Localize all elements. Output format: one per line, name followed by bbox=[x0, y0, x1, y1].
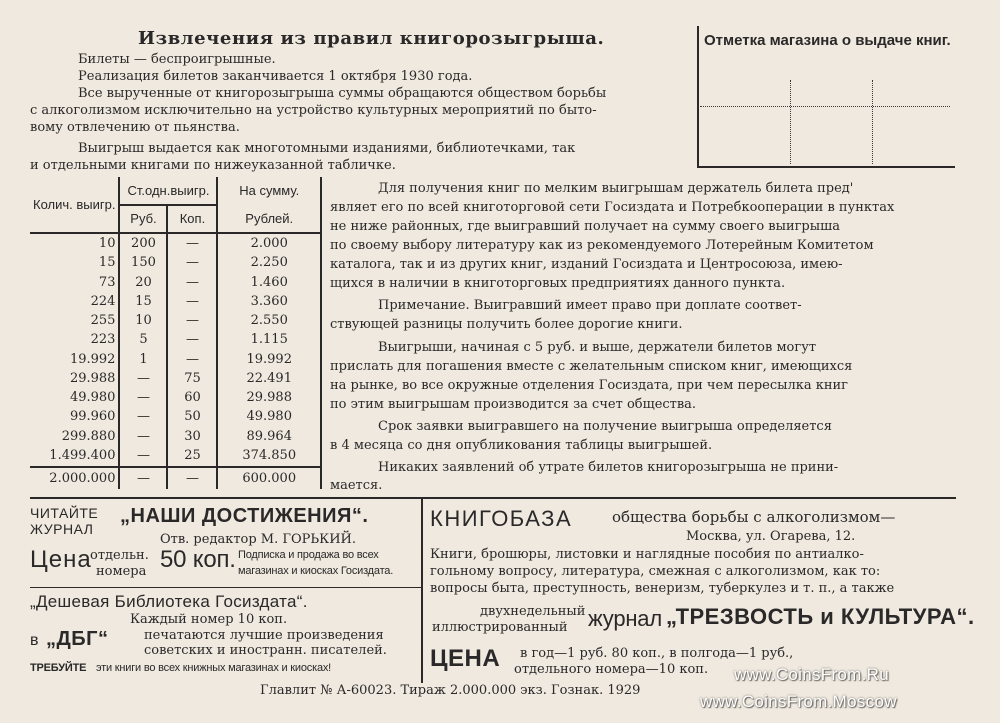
ad-journal-price: 50 коп. bbox=[160, 546, 236, 573]
cell-count: 255 bbox=[90, 313, 116, 329]
ad-temperance-name: „ТРЕЗВОСТЬ и КУЛЬТУРА“. bbox=[666, 604, 975, 629]
header-per-prize: Ст.одн.выигр. bbox=[119, 177, 217, 205]
table-row bbox=[30, 369, 320, 388]
header-rubles: Рублей. bbox=[217, 205, 320, 233]
instructions-line: ствующей разницы получить более дорогие книги. bbox=[330, 317, 683, 332]
instructions-line: Для получения книг по мелким выигрышам держатель билета пред' bbox=[378, 181, 854, 196]
ad-journal-label: ЖУРНАЛ bbox=[30, 521, 94, 537]
ad-knigobaza-price-word: ЦЕНА bbox=[430, 645, 501, 672]
cell-total: 2.000 bbox=[217, 233, 320, 254]
rules-line: вому отвлечению от пьянства. bbox=[30, 120, 240, 135]
instructions-line: Срок заявки выигравшего на получение выигрыша определяется bbox=[378, 419, 832, 434]
instructions-line: прислать для погашения вместе с желательным списком книг, имеющихся bbox=[330, 359, 853, 374]
cell-total: 19.992 bbox=[217, 350, 320, 369]
cell-count: 73 bbox=[98, 274, 116, 290]
rules-title: Извлечения из правил книгорозыгрыша. bbox=[138, 28, 605, 49]
section-divider bbox=[30, 587, 421, 588]
cell-kop: — bbox=[167, 350, 217, 369]
header-rub: Руб. bbox=[119, 205, 167, 233]
ad-library-demand: ТРЕБУЙТЕ bbox=[30, 662, 87, 674]
ad-knigobaza-address: Москва, ул. Огарева, 12. bbox=[686, 529, 856, 544]
ad-knigobaza-line: вопросы быта, преступность, венеризм, туберкулез и т. п., а также bbox=[430, 581, 895, 596]
cell-kop: 30 bbox=[167, 427, 217, 446]
cell-rub: 1 bbox=[119, 350, 167, 369]
cell-total: 29.988 bbox=[217, 389, 320, 408]
instructions-line: по этим выигрышам производится за счет общества. bbox=[330, 397, 697, 412]
instructions-line: по своему выбору литературу как из рекомендуемого Лотерейным Комитетом bbox=[330, 238, 874, 253]
ad-knigobaza-name: КНИГОБАЗА bbox=[430, 506, 573, 531]
table-row bbox=[30, 311, 320, 330]
cell-rub: — bbox=[119, 408, 167, 427]
cell-rub: 150 bbox=[119, 254, 167, 273]
instructions-line: являет его по всей книготорговой сети Госиздата и Потребкооперации в пунктах bbox=[330, 200, 895, 215]
cell-kop: — bbox=[167, 331, 217, 350]
ad-library-printed: советских и иностранн. писателей. bbox=[144, 643, 387, 658]
rules-line: Все вырученные от книгорозыгрыша суммы обращаются обществом борьбы bbox=[78, 86, 607, 101]
rules-line: Выигрыш выдается как многотомными изданиями, библиотечками, так bbox=[78, 141, 576, 156]
cell-rub: — bbox=[119, 427, 167, 446]
ad-knigobaza-biweekly: двухнедельный bbox=[480, 604, 586, 619]
ad-library-title: „Дешевая Библиотека Госиздата“. bbox=[30, 592, 308, 611]
prize-table bbox=[30, 177, 320, 489]
table-row bbox=[30, 292, 320, 311]
cell-total: 22.491 bbox=[217, 369, 320, 388]
ad-knigobaza-price: отдельного номера—10 коп. bbox=[514, 662, 709, 677]
instructions-line: мается. bbox=[330, 478, 383, 493]
cell-total: 89.964 bbox=[217, 427, 320, 446]
table-row bbox=[30, 273, 320, 292]
ad-journal-editor: Отв. редактор М. ГОРЬКИЙ. bbox=[160, 532, 357, 547]
ad-knigobaza-line: гольному вопросу, литература, смежная с алкоголизмом, как то: bbox=[430, 564, 881, 579]
cell-count: 299.880 bbox=[61, 428, 116, 444]
footer-imprint: Главлит № А-60023. Тираж 2.000.000 экз. Гознак. 1929 bbox=[260, 683, 641, 698]
header-count: Колич. выигр. bbox=[33, 196, 116, 212]
cell-total: 3.360 bbox=[217, 292, 320, 311]
cell-total: 1.115 bbox=[217, 331, 320, 350]
dotted-line bbox=[872, 80, 873, 164]
rules-line: с алкоголизмом исключительно на устройство культурных мероприятий по быто- bbox=[30, 103, 597, 118]
header-kop: Коп. bbox=[167, 205, 217, 233]
ad-knigobaza-society: общества борьбы с алкоголизмом— bbox=[612, 508, 896, 526]
instructions-line: щихся в наличии в книготорговых предприятиях данного пункта. bbox=[330, 276, 786, 291]
table-row bbox=[30, 331, 320, 350]
cell-total: 2.250 bbox=[217, 254, 320, 273]
ad-sale-info: магазинах и киосках Госиздата. bbox=[238, 565, 394, 577]
instructions-line: Примечание. Выигравший имеет право при доплате соответ- bbox=[378, 298, 802, 313]
instructions-line: в 4 месяца со дня опубликования таблицы выигрышей. bbox=[330, 438, 713, 453]
cell-total: 1.460 bbox=[217, 273, 320, 292]
cell-kop: 50 bbox=[167, 408, 217, 427]
header-total: На сумму. bbox=[217, 177, 320, 205]
ad-knigobaza-biweekly: иллюстрированный bbox=[432, 620, 568, 635]
cell-rub: 200 bbox=[119, 233, 167, 254]
table-row bbox=[30, 233, 320, 254]
instructions-line: каталога, так и из других книг, изданий Госиздата и Центросоюза, имею- bbox=[330, 257, 843, 272]
watermark: www.CoinsFrom.Moscow bbox=[700, 692, 897, 711]
cell-rub: 15 bbox=[119, 292, 167, 311]
cell-kop: 75 bbox=[167, 369, 217, 388]
cell-kop: — bbox=[167, 467, 217, 489]
table-row bbox=[30, 254, 320, 273]
table-right-border bbox=[320, 177, 322, 489]
ad-sale-info: Подписка и продажа во всех bbox=[238, 549, 379, 561]
ad-read-label: ЧИТАЙТЕ bbox=[30, 505, 99, 521]
cell-count: 29.988 bbox=[69, 370, 116, 386]
cell-rub: — bbox=[119, 389, 167, 408]
cell-count: 223 bbox=[90, 332, 116, 348]
watermark: www.CoinsFrom.Ru bbox=[734, 665, 889, 684]
cell-rub: — bbox=[119, 467, 167, 489]
ad-temperance-label: журнал bbox=[588, 606, 662, 631]
cell-total: 600.000 bbox=[217, 467, 320, 489]
instructions-line: Никаких заявлений об утрате билетов книгорозыгрыша не прини- bbox=[378, 460, 839, 475]
cell-count: 2.000.000 bbox=[49, 470, 116, 486]
cell-count: 1.499.400 bbox=[49, 448, 116, 464]
rules-line: Билеты — беспроигрышные. bbox=[78, 52, 276, 67]
cell-rub: 5 bbox=[119, 331, 167, 350]
dotted-line bbox=[700, 106, 950, 107]
cell-rub: — bbox=[119, 446, 167, 467]
cell-count: 10 bbox=[98, 235, 116, 251]
table-row bbox=[30, 408, 320, 427]
cell-count: 99.960 bbox=[69, 409, 116, 425]
store-box-title: Отметка магазина о выдаче книг. bbox=[704, 32, 951, 49]
ad-library-price: Каждый номер 10 коп. bbox=[130, 612, 288, 627]
rules-line: Реализация билетов заканчивается 1 октября 1930 года. bbox=[78, 69, 473, 84]
ad-library-demand: эти книги во всех книжных магазинах и киосках! bbox=[96, 662, 332, 674]
table-row bbox=[30, 389, 320, 408]
cell-total: 374.850 bbox=[217, 446, 320, 467]
cell-count: 224 bbox=[90, 293, 116, 309]
instructions-line: на рынке, во все окружные отделения Госиздата, при чем пересылка книг bbox=[330, 378, 848, 393]
ad-library-printed: печатаются лучшие произведения bbox=[144, 628, 384, 643]
cell-count: 15 bbox=[98, 255, 116, 271]
cell-rub: 20 bbox=[119, 273, 167, 292]
cell-count: 19.992 bbox=[69, 351, 116, 367]
cell-count: 49.980 bbox=[69, 390, 116, 406]
cell-total: 49.980 bbox=[217, 408, 320, 427]
ad-price-sub: отдельн. bbox=[90, 548, 149, 563]
instructions-line: не ниже районных, где выигравший получает на сумму своего выигрыша bbox=[330, 219, 840, 234]
table-row bbox=[30, 427, 320, 446]
dotted-line bbox=[790, 80, 791, 164]
table-row bbox=[30, 350, 320, 369]
section-divider bbox=[30, 497, 956, 499]
cell-kop: — bbox=[167, 311, 217, 330]
ad-journal-name: „НАШИ ДОСТИЖЕНИЯ“. bbox=[120, 505, 369, 527]
cell-rub: 10 bbox=[119, 311, 167, 330]
ad-price-sub: номера bbox=[96, 564, 147, 579]
ad-knigobaza-price: в год—1 руб. 80 коп., в полгода—1 руб., bbox=[520, 646, 794, 661]
section-divider bbox=[421, 499, 423, 683]
table-total-row bbox=[30, 467, 320, 489]
ad-library-dbg: „ДБГ“ bbox=[46, 628, 109, 650]
cell-kop: — bbox=[167, 254, 217, 273]
cell-kop: — bbox=[167, 233, 217, 254]
instructions-line: Выигрыши, начиная с 5 руб. и выше, держатели билетов могут bbox=[378, 340, 817, 355]
ad-library-v: в bbox=[30, 632, 39, 649]
rules-line: и отдельными книгами по нижеуказанной табличке. bbox=[30, 158, 396, 173]
cell-kop: — bbox=[167, 273, 217, 292]
ad-price-word: Цена bbox=[30, 546, 92, 573]
table-row bbox=[30, 446, 320, 467]
cell-rub: — bbox=[119, 369, 167, 388]
ad-knigobaza-line: Книги, брошюры, листовки и наглядные пособия по антиалко- bbox=[430, 547, 864, 562]
cell-kop: — bbox=[167, 292, 217, 311]
cell-kop: 25 bbox=[167, 446, 217, 467]
cell-kop: 60 bbox=[167, 389, 217, 408]
cell-total: 2.550 bbox=[217, 311, 320, 330]
